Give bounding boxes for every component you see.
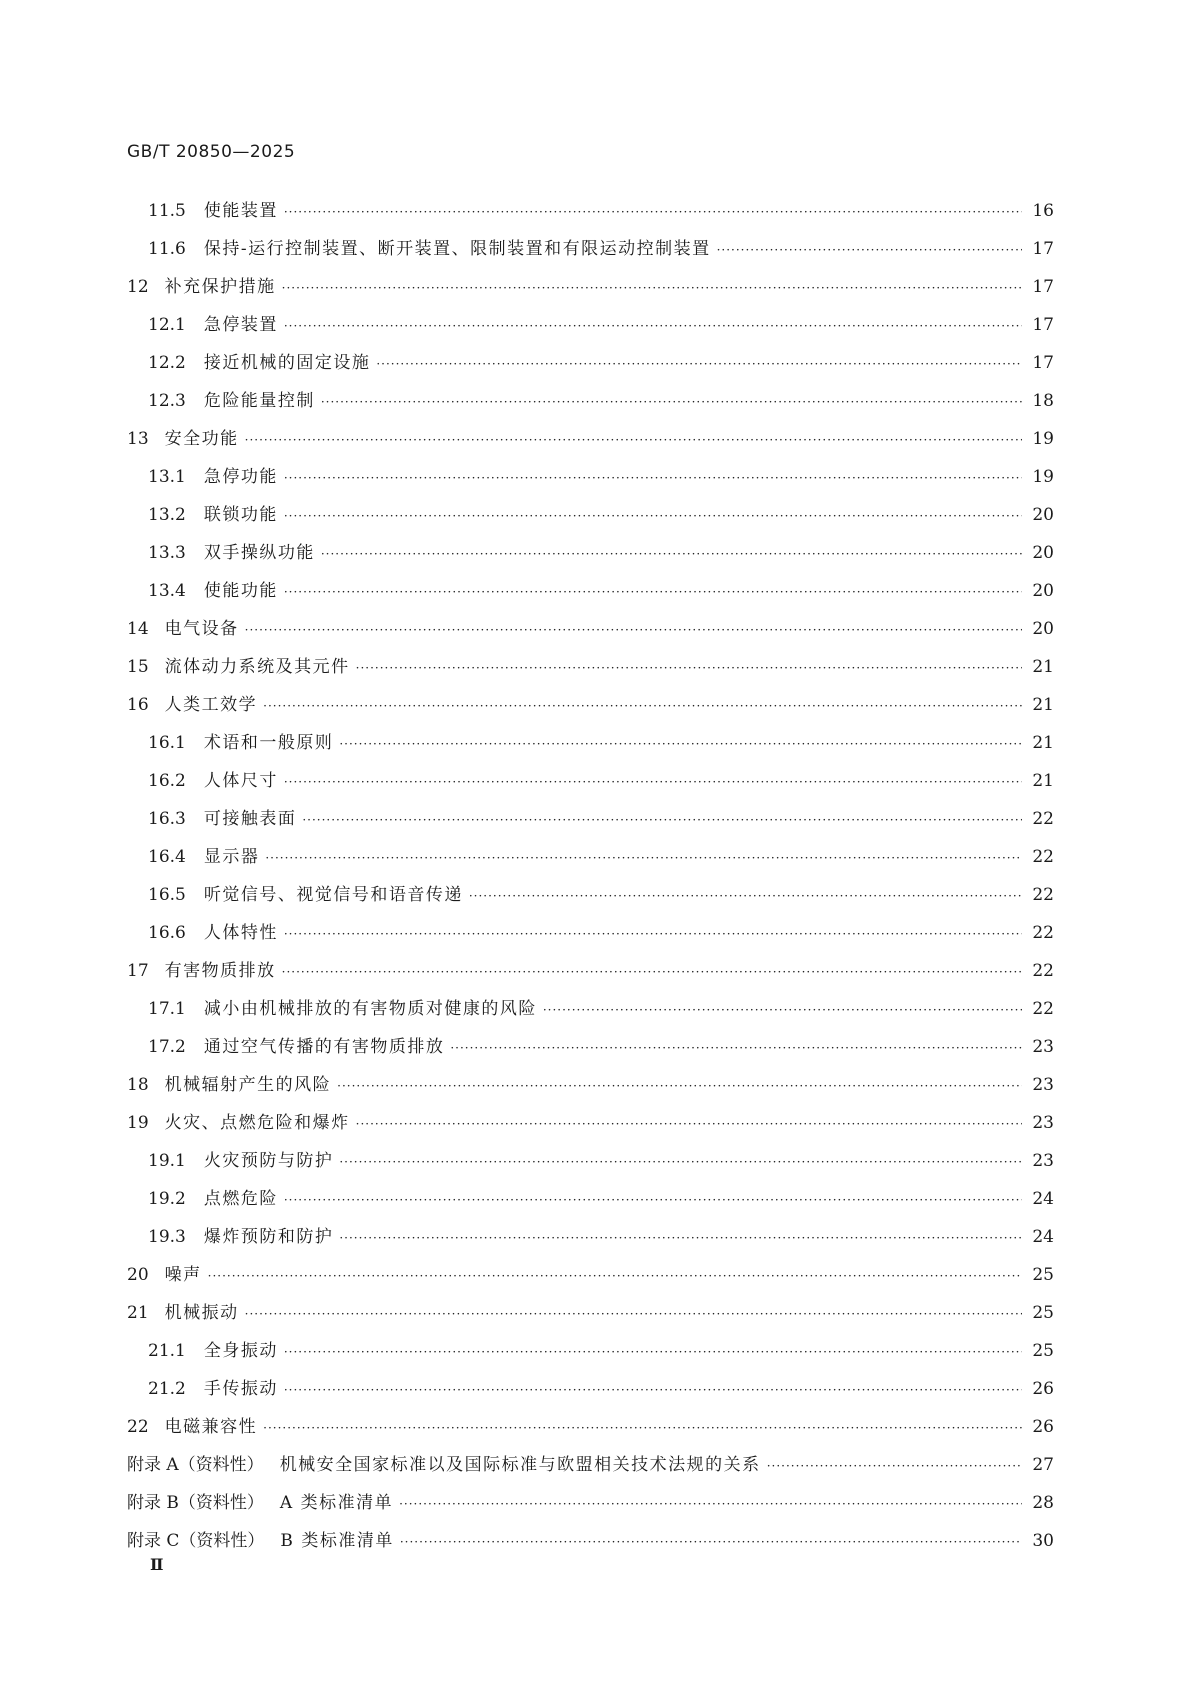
- toc-dot-leader: [263, 687, 1022, 725]
- toc-entry-page: 25: [1032, 1341, 1054, 1361]
- toc-dot-leader: [400, 1523, 1022, 1561]
- toc-entry-number: 21.2: [148, 1379, 186, 1399]
- toc-dot-leader: [284, 307, 1022, 345]
- toc-entry-title: 人体尺寸: [203, 771, 278, 791]
- toc-entry-page: 19: [1032, 467, 1054, 487]
- toc-entry-title: 补充保护措施: [164, 277, 276, 297]
- toc-entry-number: 16.2: [148, 771, 186, 791]
- toc-dot-leader: [284, 459, 1022, 497]
- toc-entry[interactable]: [127, 876, 1054, 914]
- toc-entry-page: 20: [1032, 581, 1054, 601]
- document-id: GB/T 20850—2025: [127, 142, 296, 162]
- toc-entry[interactable]: [127, 648, 1054, 686]
- toc-dot-leader: [339, 1219, 1022, 1257]
- toc-dot-leader: [337, 1067, 1022, 1105]
- toc-entry-number: 13: [127, 429, 149, 449]
- toc-entry-title: 手传振动: [203, 1379, 278, 1399]
- toc-entry-number: 13.4: [148, 581, 186, 601]
- toc-dot-leader: [245, 611, 1022, 649]
- toc-entry[interactable]: [127, 800, 1054, 838]
- toc-entry-number: 13.1: [148, 467, 186, 487]
- toc-entry[interactable]: [127, 1446, 1054, 1484]
- toc-entry[interactable]: [127, 268, 1054, 306]
- toc-entry[interactable]: [127, 724, 1054, 762]
- toc-entry[interactable]: [127, 762, 1054, 800]
- toc-entry-page: 23: [1032, 1075, 1054, 1095]
- toc-entry-page: 23: [1032, 1037, 1054, 1057]
- toc-dot-leader: [767, 1447, 1022, 1485]
- toc-entry-page: 25: [1032, 1265, 1054, 1285]
- toc-entry[interactable]: [127, 458, 1054, 496]
- toc-entry-title: A 类标准清单: [279, 1493, 394, 1513]
- toc-entry-number: 21: [127, 1303, 149, 1323]
- toc-dot-leader: [543, 991, 1022, 1029]
- toc-entry-number: 18: [127, 1075, 149, 1095]
- toc-entry-number: 11.5: [148, 201, 186, 221]
- toc-entry-number: 14: [127, 619, 149, 639]
- toc-entry-page: 17: [1032, 315, 1054, 335]
- toc-entry-title: 危险能量控制: [203, 391, 315, 411]
- toc-entry-number: 12: [127, 277, 149, 297]
- toc-entry[interactable]: [127, 572, 1054, 610]
- toc-entry-title: 人类工效学: [164, 695, 258, 715]
- toc-entry-page: 24: [1032, 1189, 1054, 1209]
- toc-entry-title: 安全功能: [164, 429, 239, 449]
- toc-entry-page: 22: [1032, 999, 1054, 1019]
- toc-dot-leader: [282, 269, 1022, 307]
- toc-entry-number: 17.2: [148, 1037, 186, 1057]
- toc-entry-page: 23: [1032, 1151, 1054, 1171]
- toc-entry-number: 附录 B（资料性）: [127, 1493, 264, 1513]
- toc-dot-leader: [284, 915, 1022, 953]
- toc-entry-number: 11.6: [148, 239, 186, 259]
- toc-entry-page: 24: [1032, 1227, 1054, 1247]
- toc-entry[interactable]: [127, 686, 1054, 724]
- toc-entry-page: 25: [1032, 1303, 1054, 1323]
- toc-dot-leader: [265, 839, 1022, 877]
- toc-entry-page: 26: [1032, 1379, 1054, 1399]
- toc-entry[interactable]: [127, 192, 1054, 230]
- toc-entry-number: 19.2: [148, 1189, 186, 1209]
- toc-entry[interactable]: [127, 838, 1054, 876]
- toc-entry-title: 接近机械的固定设施: [203, 353, 371, 373]
- toc-dot-leader: [356, 1105, 1022, 1143]
- toc-dot-leader: [284, 193, 1022, 231]
- toc-entry-number: 21.1: [148, 1341, 186, 1361]
- toc-entry[interactable]: [127, 534, 1054, 572]
- toc-entry-title: 通过空气传播的有害物质排放: [203, 1037, 445, 1057]
- toc-entry-title: 全身振动: [203, 1341, 278, 1361]
- toc-entry[interactable]: [127, 610, 1054, 648]
- toc-dot-leader: [284, 1181, 1022, 1219]
- toc-dot-leader: [399, 1485, 1022, 1523]
- toc-entry-number: 19.3: [148, 1227, 186, 1247]
- toc-entry-number: 22: [127, 1417, 149, 1437]
- toc-entry-title: 爆炸预防和防护: [203, 1227, 334, 1247]
- toc-dot-leader: [356, 649, 1022, 687]
- toc-entry-title: 急停功能: [203, 467, 278, 487]
- toc-entry-number: 附录 A（资料性）: [127, 1455, 264, 1475]
- toc-entry-title: 机械安全国家标准以及国际标准与欧盟相关技术法规的关系: [279, 1455, 761, 1475]
- toc-entry-title: 急停装置: [203, 315, 278, 335]
- toc-entry-title: 点燃危险: [203, 1189, 278, 1209]
- toc-entry[interactable]: [127, 1408, 1054, 1446]
- toc-entry-page: 22: [1032, 809, 1054, 829]
- toc-dot-leader: [302, 801, 1022, 839]
- toc-entry[interactable]: [127, 1484, 1054, 1522]
- toc-entry-page: 16: [1032, 201, 1054, 221]
- toc-dot-leader: [339, 725, 1022, 763]
- toc-entry-title: 机械辐射产生的风险: [164, 1075, 332, 1095]
- toc-entry-title: 显示器: [203, 847, 260, 867]
- toc-entry[interactable]: [127, 990, 1054, 1028]
- toc-entry[interactable]: [127, 1066, 1054, 1104]
- toc-entry[interactable]: [127, 382, 1054, 420]
- toc-entry-title: 流体动力系统及其元件: [164, 657, 350, 677]
- table-of-contents: [127, 192, 1054, 1560]
- toc-entry-page: 22: [1032, 847, 1054, 867]
- toc-entry-title: 联锁功能: [203, 505, 278, 525]
- toc-dot-leader: [450, 1029, 1022, 1067]
- toc-entry-title: 双手操纵功能: [203, 543, 315, 563]
- toc-dot-leader: [282, 953, 1022, 991]
- toc-entry[interactable]: [127, 230, 1054, 268]
- toc-entry-title: 有害物质排放: [164, 961, 276, 981]
- toc-entry-title: 电气设备: [164, 619, 239, 639]
- toc-entry[interactable]: [127, 952, 1054, 990]
- toc-entry-title: 电磁兼容性: [164, 1417, 258, 1437]
- toc-entry[interactable]: [127, 1332, 1054, 1370]
- toc-entry-title: 火灾预防与防护: [203, 1151, 334, 1171]
- toc-entry-number: 15: [127, 657, 149, 677]
- toc-entry[interactable]: [127, 306, 1054, 344]
- toc-entry-title: 术语和一般原则: [203, 733, 334, 753]
- page-number-footer: Ⅱ: [150, 1555, 164, 1574]
- toc-entry-number: 16.5: [148, 885, 186, 905]
- toc-entry[interactable]: [127, 914, 1054, 952]
- toc-dot-leader: [245, 1295, 1022, 1333]
- toc-entry-page: 17: [1032, 239, 1054, 259]
- toc-entry-page: 28: [1032, 1493, 1054, 1513]
- toc-entry-page: 27: [1032, 1455, 1054, 1475]
- toc-entry-number: 13.3: [148, 543, 186, 563]
- toc-entry-page: 19: [1032, 429, 1054, 449]
- toc-entry[interactable]: [127, 1370, 1054, 1408]
- toc-entry-title: 使能装置: [203, 201, 278, 221]
- toc-dot-leader: [339, 1143, 1022, 1181]
- toc-entry-page: 30: [1032, 1531, 1054, 1551]
- toc-entry-number: 19.1: [148, 1151, 186, 1171]
- toc-entry-page: 26: [1032, 1417, 1054, 1437]
- toc-entry-page: 21: [1032, 657, 1054, 677]
- toc-entry-page: 17: [1032, 353, 1054, 373]
- toc-entry-number: 13.2: [148, 505, 186, 525]
- toc-entry-title: 使能功能: [203, 581, 278, 601]
- toc-entry-page: 17: [1032, 277, 1054, 297]
- toc-entry-page: 20: [1032, 505, 1054, 525]
- toc-entry-title: 听觉信号、视觉信号和语音传递: [203, 885, 463, 905]
- toc-entry[interactable]: [127, 1104, 1054, 1142]
- toc-entry-number: 16.4: [148, 847, 186, 867]
- toc-entry-number: 19: [127, 1113, 149, 1133]
- toc-entry-number: 16.6: [148, 923, 186, 943]
- toc-entry-number: 20: [127, 1265, 149, 1285]
- toc-entry-page: 22: [1032, 961, 1054, 981]
- toc-dot-leader: [284, 1371, 1022, 1409]
- toc-entry-title: 人体特性: [203, 923, 278, 943]
- toc-dot-leader: [321, 383, 1022, 421]
- toc-dot-leader: [245, 421, 1022, 459]
- toc-dot-leader: [717, 231, 1022, 269]
- toc-entry-page: 21: [1032, 771, 1054, 791]
- toc-entry-title: 机械振动: [164, 1303, 239, 1323]
- toc-entry-title: 保持-运行控制装置、断开装置、限制装置和有限运动控制装置: [203, 239, 711, 259]
- toc-entry-number: 17: [127, 961, 149, 981]
- toc-entry[interactable]: [127, 496, 1054, 534]
- toc-entry-title: 噪声: [164, 1265, 202, 1285]
- toc-entry[interactable]: [127, 1522, 1054, 1560]
- toc-entry[interactable]: [127, 1028, 1054, 1066]
- toc-entry-number: 17.1: [148, 999, 186, 1019]
- toc-entry-title: 减小由机械排放的有害物质对健康的风险: [203, 999, 537, 1019]
- toc-entry-page: 18: [1032, 391, 1054, 411]
- toc-entry-page: 22: [1032, 923, 1054, 943]
- toc-dot-leader: [376, 345, 1022, 383]
- toc-entry-number: 12.2: [148, 353, 186, 373]
- toc-entry-number: 12.1: [148, 315, 186, 335]
- toc-entry-number: 附录 C（资料性）: [127, 1531, 265, 1551]
- toc-entry-title: B 类标准清单: [280, 1531, 394, 1551]
- toc-entry-number: 16.1: [148, 733, 186, 753]
- toc-entry-number: 12.3: [148, 391, 186, 411]
- toc-entry[interactable]: [127, 1180, 1054, 1218]
- toc-entry-number: 16.3: [148, 809, 186, 829]
- toc-dot-leader: [469, 877, 1022, 915]
- toc-entry[interactable]: [127, 344, 1054, 382]
- toc-dot-leader: [284, 763, 1022, 801]
- toc-dot-leader: [284, 1333, 1022, 1371]
- toc-dot-leader: [208, 1257, 1022, 1295]
- toc-entry[interactable]: [127, 420, 1054, 458]
- toc-entry-page: 21: [1032, 695, 1054, 715]
- toc-dot-leader: [284, 497, 1022, 535]
- toc-entry[interactable]: [127, 1294, 1054, 1332]
- toc-entry-page: 20: [1032, 619, 1054, 639]
- toc-entry-title: 火灾、点燃危险和爆炸: [164, 1113, 350, 1133]
- toc-entry-number: 16: [127, 695, 149, 715]
- toc-entry-page: 20: [1032, 543, 1054, 563]
- toc-entry[interactable]: [127, 1256, 1054, 1294]
- toc-dot-leader: [263, 1409, 1022, 1447]
- toc-entry-page: 22: [1032, 885, 1054, 905]
- toc-entry-page: 23: [1032, 1113, 1054, 1133]
- toc-entry[interactable]: [127, 1142, 1054, 1180]
- toc-entry-title: 可接触表面: [203, 809, 297, 829]
- toc-entry-page: 21: [1032, 733, 1054, 753]
- toc-dot-leader: [321, 535, 1022, 573]
- toc-entry[interactable]: [127, 1218, 1054, 1256]
- toc-dot-leader: [284, 573, 1022, 611]
